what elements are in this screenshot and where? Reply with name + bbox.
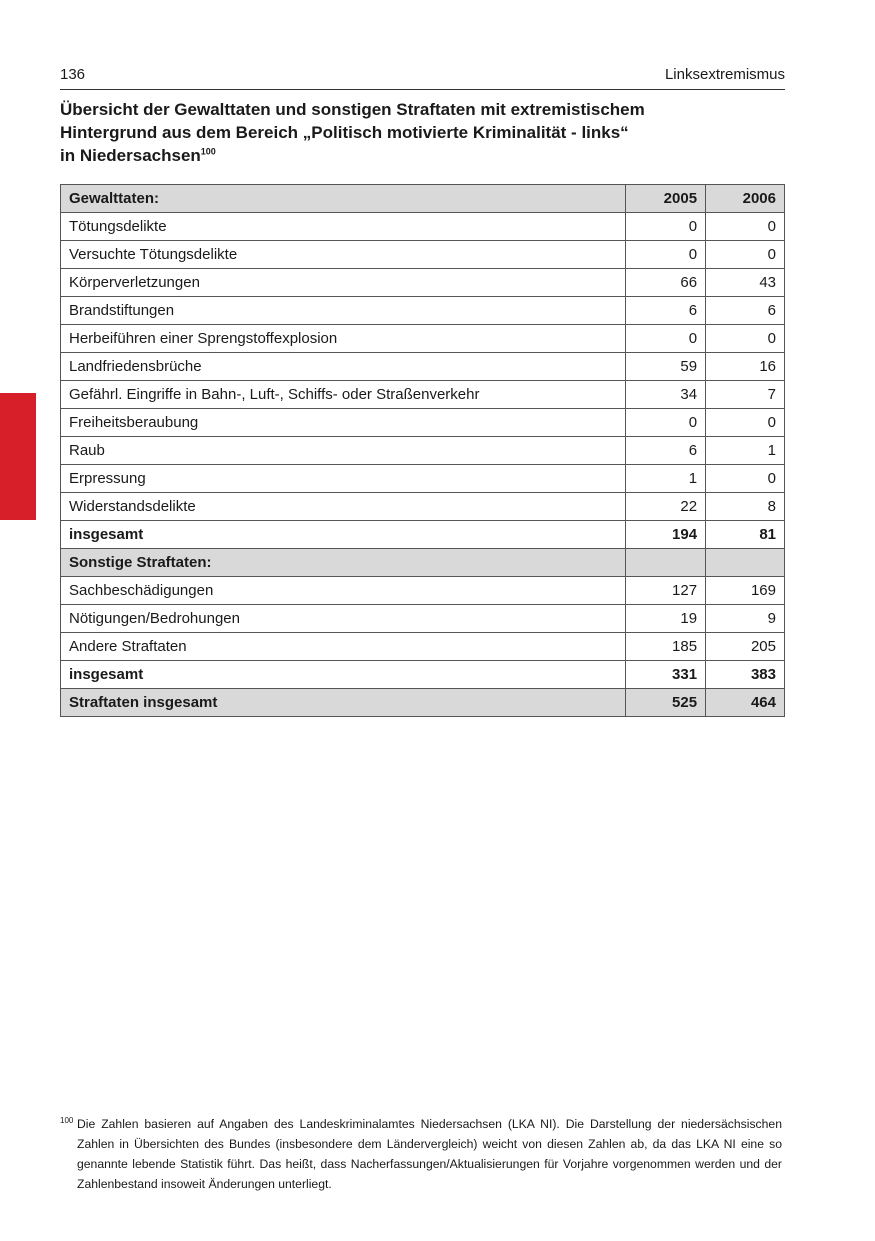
table-row xyxy=(61,437,785,465)
footnote-reference: 100 xyxy=(200,146,216,157)
value-2005: 0 xyxy=(626,325,706,353)
value-2006: 43 xyxy=(706,269,785,297)
value-2006: 16 xyxy=(706,353,785,381)
value-2005: 0 xyxy=(626,409,706,437)
footnote-marker: 100 xyxy=(60,1116,74,1125)
value-2005: 127 xyxy=(626,577,706,605)
value-2006: 8 xyxy=(706,493,785,521)
value-2006: 205 xyxy=(706,633,785,661)
value-2006: 464 xyxy=(706,689,785,717)
table-row xyxy=(61,633,785,661)
title-line-3 xyxy=(60,144,785,167)
table-subtotal-row xyxy=(61,661,785,689)
row-label: insgesamt xyxy=(61,661,626,689)
row-label: Freiheitsberaubung xyxy=(61,409,626,437)
row-label: Brandstiftungen xyxy=(61,297,626,325)
table-row xyxy=(61,493,785,521)
value-2005: 59 xyxy=(626,353,706,381)
row-label: Widerstandsdelikte xyxy=(61,493,626,521)
table-row xyxy=(61,297,785,325)
value-2006: 81 xyxy=(706,521,785,549)
row-label: Straftaten insgesamt xyxy=(61,689,626,717)
row-label: Andere Straftaten xyxy=(61,633,626,661)
value-2005: 331 xyxy=(626,661,706,689)
page-title xyxy=(60,98,785,167)
value-2006: 6 xyxy=(706,297,785,325)
table-body xyxy=(61,185,785,717)
row-label: Raub xyxy=(61,437,626,465)
table-row xyxy=(61,577,785,605)
row-label: Gefährl. Eingriffe in Bahn-, Luft-, Schiffs- oder Straßenverkehr xyxy=(61,381,626,409)
footnote-text: Die Zahlen basieren auf Angaben des Landeskriminalamtes Niedersachsen (LKA NI). Die Darstellung der niedersächsischen Zahlen in Übersichten des Bundes (insbesondere dem Ländervergleich) weicht von diesen Zahlen ab, da das LKA NI eine so genannte lebende Statistik führt. Das heißt, dass Nacherfassungen/Aktualisierungen für Vorjahre vorgenommen werden und der Zahlenbestand insoweit Änderungen unterliegt. xyxy=(77,1117,782,1191)
running-head: Linksextremismus xyxy=(664,66,785,83)
value-2005: 2005 xyxy=(626,185,706,213)
value-2006: 0 xyxy=(706,213,785,241)
title-line-3-text: in Niedersachsen xyxy=(60,146,201,165)
table-row xyxy=(61,381,785,409)
title-line-1: Übersicht der Gewalttaten und sonstigen Straftaten mit extremistischem xyxy=(60,100,645,119)
table-row xyxy=(61,465,785,493)
value-2005: 185 xyxy=(626,633,706,661)
value-2006: 0 xyxy=(706,325,785,353)
row-label: Sonstige Straftaten: xyxy=(61,549,626,577)
value-2006: 0 xyxy=(706,241,785,269)
table-grand-total-row xyxy=(61,689,785,717)
table-subtotal-row xyxy=(61,521,785,549)
value-2005: 22 xyxy=(626,493,706,521)
value-2005: 19 xyxy=(626,605,706,633)
header-rule xyxy=(60,89,785,90)
value-2006: 7 xyxy=(706,381,785,409)
page-number: 136 xyxy=(60,66,86,83)
value-2005: 194 xyxy=(626,521,706,549)
table-row xyxy=(61,605,785,633)
crime-statistics-table xyxy=(60,184,785,717)
value-2005: 34 xyxy=(626,381,706,409)
row-label: Gewalttaten: xyxy=(61,185,626,213)
table-row xyxy=(61,325,785,353)
value-2005: 6 xyxy=(626,437,706,465)
value-2006: 169 xyxy=(706,577,785,605)
value-2006: 383 xyxy=(706,661,785,689)
value-2006: 0 xyxy=(706,409,785,437)
row-label: Erpressung xyxy=(61,465,626,493)
value-2005: 525 xyxy=(626,689,706,717)
value-2006: 9 xyxy=(706,605,785,633)
chapter-side-tab xyxy=(0,393,36,520)
value-2005: 0 xyxy=(626,241,706,269)
row-label: Tötungsdelikte xyxy=(61,213,626,241)
table-section-header xyxy=(61,549,785,577)
row-label: Nötigungen/Bedrohungen xyxy=(61,605,626,633)
value-2005: 66 xyxy=(626,269,706,297)
value-2006: 2006 xyxy=(706,185,785,213)
value-2006: 0 xyxy=(706,465,785,493)
value-2005: 0 xyxy=(626,213,706,241)
table-row xyxy=(61,409,785,437)
footnote xyxy=(60,1114,782,1194)
title-line-2: Hintergrund aus dem Bereich „Politisch motivierte Kriminalität - links“ xyxy=(60,123,629,142)
row-label: Herbeiführen einer Sprengstoffexplosion xyxy=(61,325,626,353)
table-row xyxy=(61,241,785,269)
value-2006 xyxy=(706,549,785,577)
value-2005 xyxy=(626,549,706,577)
table-section-header xyxy=(61,185,785,213)
table-row xyxy=(61,353,785,381)
row-label: Sachbeschädigungen xyxy=(61,577,626,605)
row-label: insgesamt xyxy=(61,521,626,549)
row-label: Landfriedensbrüche xyxy=(61,353,626,381)
table-row xyxy=(61,269,785,297)
value-2005: 6 xyxy=(626,297,706,325)
value-2006: 1 xyxy=(706,437,785,465)
table-row xyxy=(61,213,785,241)
row-label: Versuchte Tötungsdelikte xyxy=(61,241,626,269)
row-label: Körperverletzungen xyxy=(61,269,626,297)
value-2005: 1 xyxy=(626,465,706,493)
